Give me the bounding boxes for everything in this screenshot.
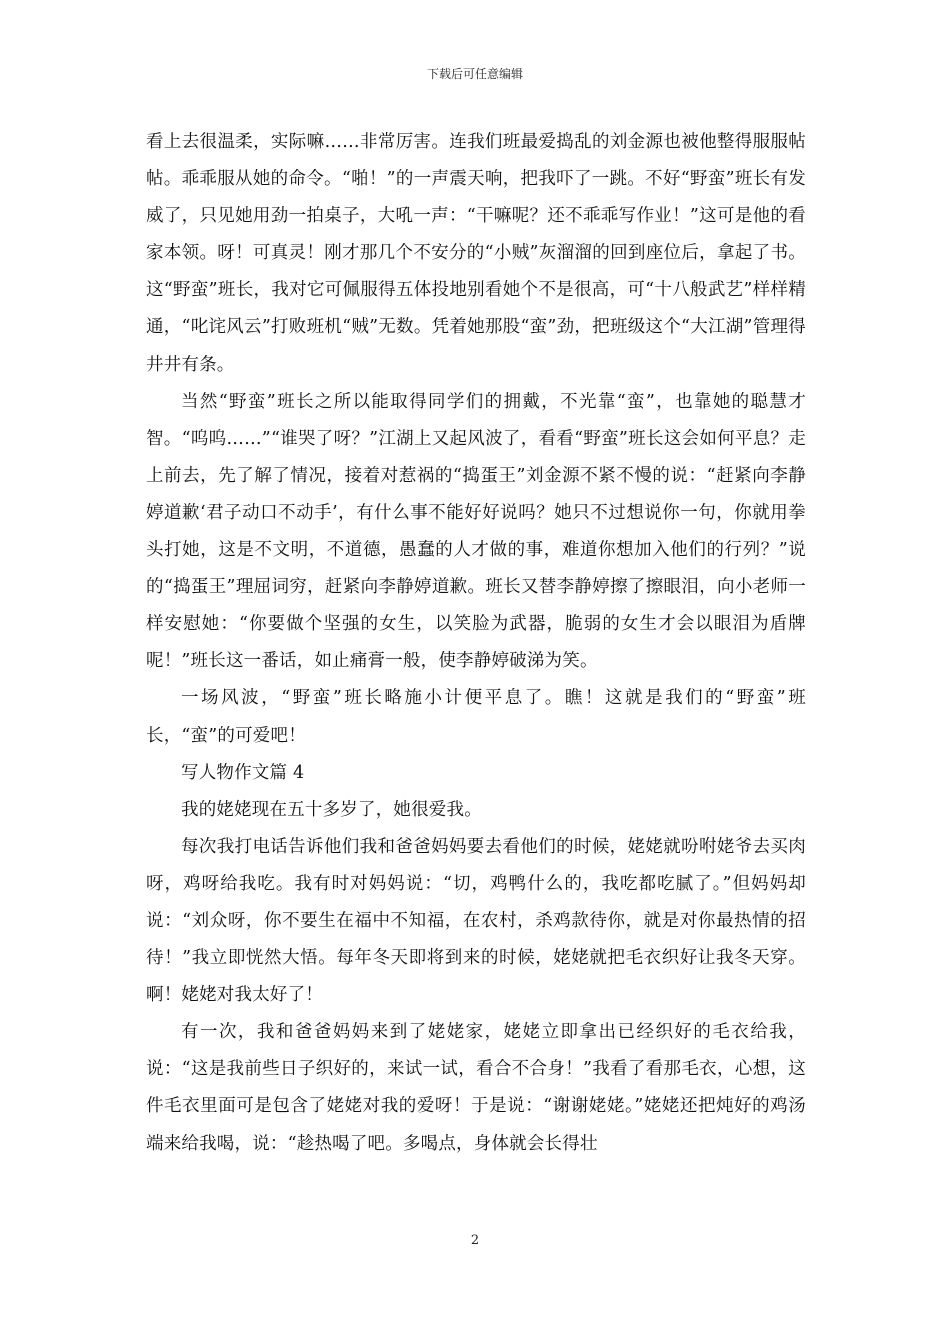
paragraph-3: 一场风波，“野蛮”班长略施小计便平息了。瞧！这就是我们的“野蛮”班长，“蛮”的可爱吧！: [146, 688, 806, 746]
page-number: 2: [470, 1233, 480, 1248]
paragraph-1: 看上去很温柔，实际嘛……非常厉害。连我们班最爱捣乱的刘金源也被他整得服服帖帖。乖乖服从她的命令。“啪！”的一声震天响，把我吓了一跳。不好“野蛮”班长有发威了，只见她用劲一拍桌子，大吼一声：“干嘛呢？还不乖乖写作业！”这可是他的看家本领。呀！可真灵！刚才那几个不安分的“小贼”灰溜溜的回到座位后，拿起了书。这“野蛮”班长，我对它可佩服得五体投地别看她个不是很高，可“十八般武艺”样样精通，“叱诧风云”打败班机“贼”无数。凭着她那股“蛮”劲，把班级这个“大江湖”管理得井井有条。: [146, 132, 806, 375]
paragraph-5: 每次我打电话告诉他们我和爸爸妈妈要去看他们的时候，姥姥就吩咐姥爷去买肉呀，鸡呀给我吃。我有时对妈妈说：“切，鸡鸭什么的，我吃都吃腻了。”但妈妈却说：“刘众呀，你不要生在福中不知福，在农村，杀鸡款待你，就是对你最热情的招待！”我立即恍然大悟。每年冬天即将到来的时候，姥姥就把毛衣织好让我冬天穿。啊！姥姥对我太好了！: [146, 836, 806, 1006]
paragraph-4: 我的姥姥现在五十多岁了，她很爱我。: [181, 799, 482, 820]
section-heading: 写人物作文篇 4: [181, 762, 305, 783]
body-text: [146, 124, 806, 1163]
paragraph-2: 当然“野蛮”班长之所以能取得同学们的拥戴，不光靠“蛮”，也靠她的聪慧才智。“呜呜……”“谁哭了呀？”江湖上又起风波了，看看“野蛮”班长这会如何平息？走上前去，先了解了情况，接着对惹祸的“捣蛋王”刘金源不紧不慢的说：“赶紧向李静婷道歉‘君子动口不动手’，有什么事不能好好说吗？她只不过想说你一句，你就用拳头打她，这是不文明，不道德，愚蠢的人才做的事，难道你想加入他们的行列？”说的“捣蛋王”理屈词穷，赶紧向李静婷道歉。班长又替李静婷擦了擦眼泪，向小老师一样安慰她：“你要做个坚强的女生，以笑脸为武器，脆弱的女生才会以眼泪为盾牌呢！”班长这一番话，如止痛膏一般，使李静婷破涕为笑。: [146, 391, 806, 672]
paragraph-6: 有一次，我和爸爸妈妈来到了姥姥家，姥姥立即拿出已经织好的毛衣给我，说：“这是我前些日子织好的，来试一试，看合不合身！”我看了看那毛衣，心想，这件毛衣里面可是包含了姥姥对我的爱呀！于是说：“谢谢姥姥。”姥姥还把炖好的鸡汤端来给我喝，说：“趁热喝了吧。多喝点，身体就会长得壮: [146, 1022, 806, 1154]
page-header: 下载后可任意编辑: [426, 67, 523, 81]
